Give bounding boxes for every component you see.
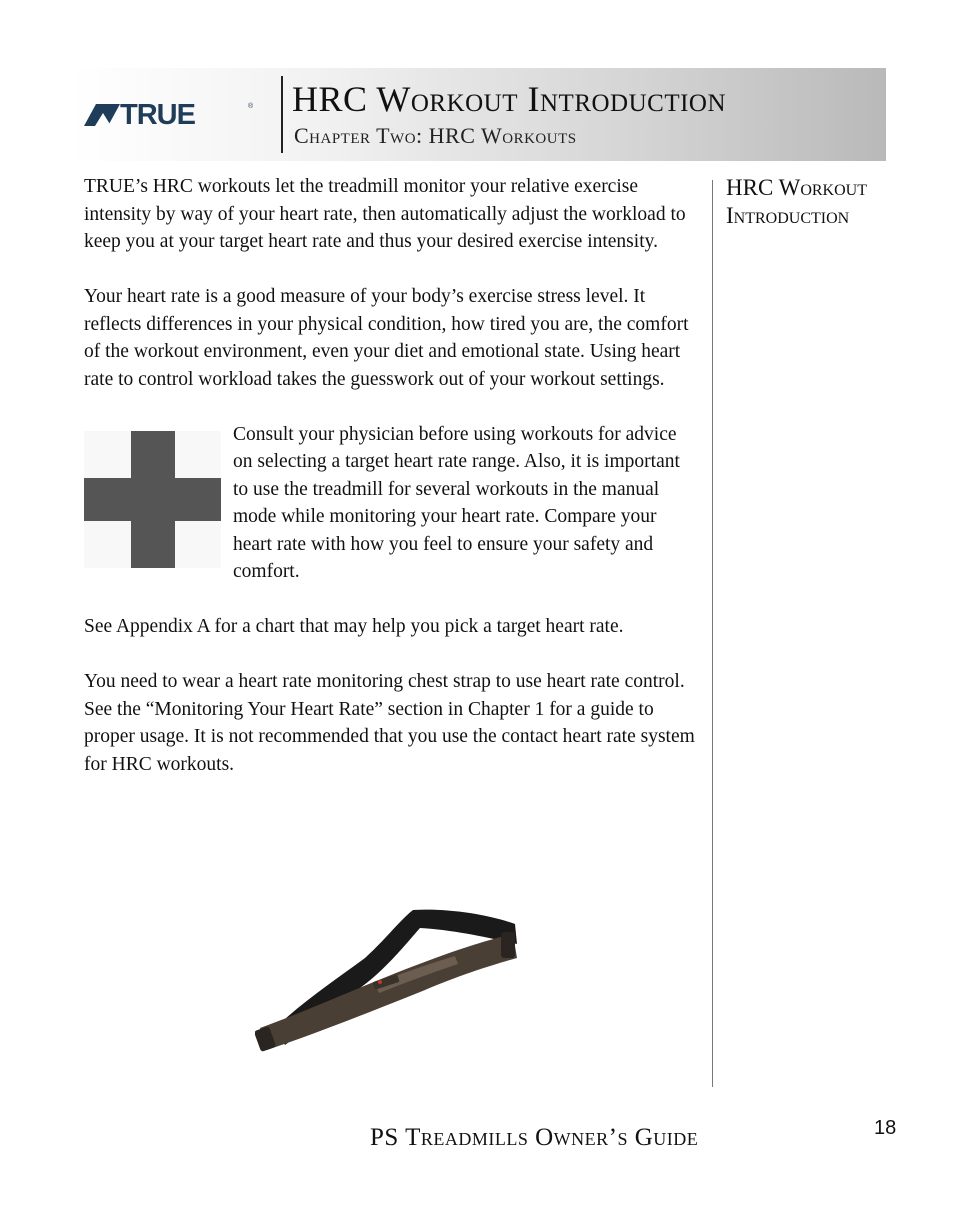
paragraph-intro: TRUE’s HRC workouts let the treadmill monitor your relative exercise intensity by way of your heart rate, then automatically adjust the workload to keep you at your target heart rate and thus your desired exercise intensity. (84, 176, 686, 252)
paragraph-chest-strap: You need to wear a heart rate monitoring chest strap to use heart rate control. See the “Monitoring Your Heart Rate” section in Chapter 1 for a guide to proper usage. It is not recommended that you use the contact heart rate system for HRC workouts. (84, 671, 695, 775)
medical-cross-icon (84, 431, 221, 568)
logo-text: TRUE (120, 99, 195, 131)
paragraph-appendix: See Appendix A for a chart that may help you pick a target heart rate. (84, 616, 624, 637)
sidebar-section-title: HRC Workout Introduction (726, 175, 867, 228)
page-title: HRC Workout Introduction (292, 79, 727, 119)
paragraph-heart-rate: Your heart rate is a good measure of your body’s exercise stress level. It reflects differences in your physical condition, how tired you are, the comfort of the workout environment, even your diet and emotional state. Using heart rate to control workload takes the guesswork out of your workout settings. (84, 286, 689, 390)
logo-trademark: ® (248, 103, 254, 110)
paragraph-caution: Consult your physician before using workouts for advice on selecting a target heart rate range. Also, it is important to use the treadmill for several workouts in the manual mode while monitoring your heart rate. Compare your heart rate with how you feel to ensure your safety and comfort. (233, 423, 680, 582)
sidebar-divider (712, 180, 713, 1087)
footer-guide-title: PS Treadmills Owner’s Guide (370, 1124, 699, 1151)
chapter-subtitle: Chapter Two: HRC Workouts (294, 123, 577, 148)
page-number: 18 (874, 1117, 897, 1139)
main-content (84, 173, 699, 806)
chest-strap-image (255, 900, 525, 1055)
header-divider (281, 76, 283, 153)
logo-mark-icon (84, 104, 120, 126)
true-logo (84, 99, 254, 131)
